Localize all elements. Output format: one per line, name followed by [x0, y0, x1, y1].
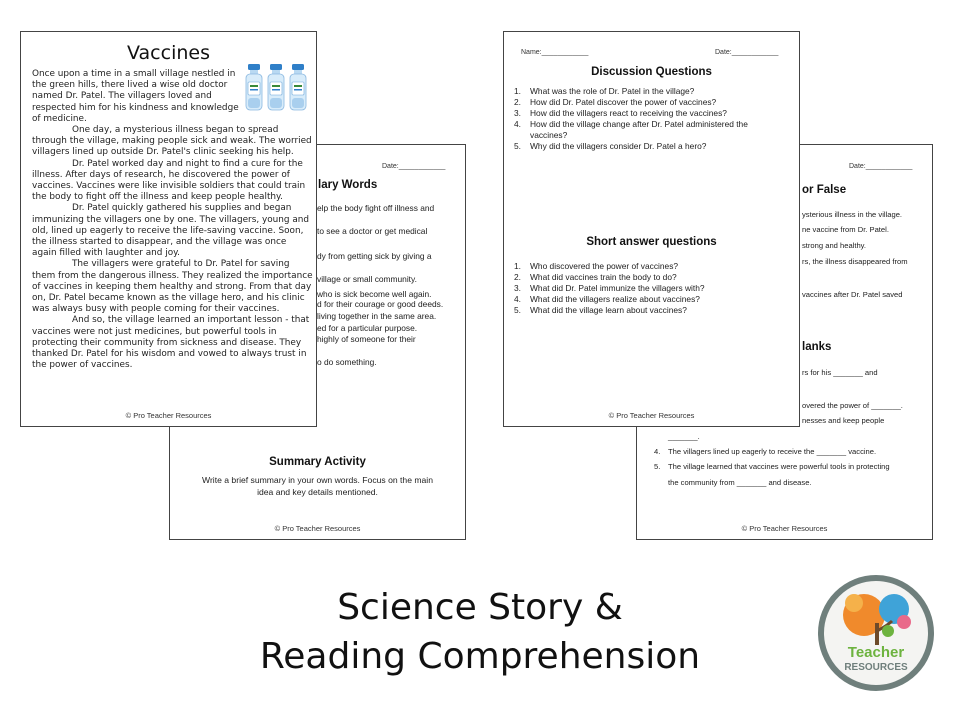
copyright-footer: © Pro Teacher Resources	[274, 524, 361, 533]
copyright-footer: © Pro Teacher Resources	[608, 411, 695, 420]
story-body	[32, 69, 313, 371]
question-text: What did Dr. Patel immunize the villagers with?	[530, 283, 705, 293]
summary-instructions: Write a brief summary in your own words. Focus on the main idea and key details mentioned.	[201, 475, 433, 497]
story-paragraph: The villagers were grateful to Dr. Patel for saving them from the dangerous illness. They realized the importance of vaccines in keeping them healthy and strong. From that day on, Dr. Patel became known as the village hero, and his clinic was always busy with people coming for their vaccines.	[32, 259, 313, 315]
logo-text-teacher: Teacher	[847, 644, 905, 661]
caption-line-1: Science Story &	[337, 587, 623, 628]
list-item: 5. Why did the villagers consider Dr. Patel a hero?	[514, 141, 707, 151]
vocab-line: highly of someone for their	[317, 334, 416, 344]
vocab-line: dy from getting sick by giving a	[317, 251, 432, 261]
short-answer-title: Short answer questions	[586, 236, 717, 248]
blank-statement: overed the power of _______.	[802, 401, 903, 410]
blank-item-text: the community from _______ and disease.	[668, 478, 812, 487]
logo-text-resources: RESOURCES	[844, 662, 908, 673]
story-paragraph: Dr. Patel quickly gathered his supplies and began immunizing the villagers one by one. The villagers, young and old, lined up eagerly to receive the life-saving vaccine. Soon, the illness started to disappear, and the village was once again filled with laughter and joy.	[32, 203, 310, 259]
name-field: Name:____________	[521, 49, 589, 56]
list-item: 1. Who discovered the power of vaccines?	[514, 261, 679, 271]
question-text: What did the village learn about vaccines?	[530, 305, 687, 315]
date-field: Date:____________	[849, 163, 913, 170]
tf-statement: vaccines after Dr. Patel saved	[802, 290, 903, 299]
vocab-line: o do something.	[317, 357, 377, 367]
question-text: How did the village change after Dr. Patel administered the vaccines?	[530, 119, 748, 140]
list-item: 2. What did vaccines train the body to do?	[514, 272, 677, 282]
discussion-title: Discussion Questions	[591, 66, 712, 78]
questions-worksheet	[503, 31, 800, 427]
vocab-line: ed for a particular purpose.	[317, 323, 418, 333]
list-item: 1. What was the role of Dr. Patel in the village?	[514, 86, 695, 96]
date-field: Date:____________	[715, 49, 779, 56]
blank-statement: _______.	[668, 432, 700, 441]
blank-item-number: 5.	[654, 462, 661, 471]
vocab-line: living together in the same area.	[317, 311, 437, 321]
list-item: 2. How did Dr. Patel discover the power of vaccines?	[514, 97, 717, 107]
list-item: 4. What did the villagers realize about vaccines?	[514, 294, 700, 304]
blank-statement: nesses and keep people	[802, 416, 885, 425]
question-text: What was the role of Dr. Patel in the village?	[530, 86, 695, 96]
teacher-resources-logo-icon	[818, 575, 934, 691]
question-text: Why did the villagers consider Dr. Patel a hero?	[530, 141, 707, 151]
copyright-footer: © Pro Teacher Resources	[741, 524, 828, 533]
story-paragraph: Dr. Patel worked day and night to find a cure for the illness. After days of research, he discovered the power of vaccines. Vaccines were like invisible soldiers that could train the body to fight off the illness and keep people healthy.	[32, 158, 306, 203]
tf-statement: ne vaccine from Dr. Patel.	[802, 225, 889, 234]
list-item: 3. How did the villagers react to receiving the vaccines?	[514, 108, 727, 118]
date-field: Date:____________	[382, 163, 446, 170]
tf-statement: strong and healthy.	[802, 241, 867, 250]
caption-line-2: Reading Comprehension	[259, 636, 701, 677]
blank-item-text: The village learned that vaccines were powerful tools in protecting	[668, 462, 890, 471]
vocab-line: to see a doctor or get medical	[317, 226, 428, 236]
blank-item-text: The villagers lined up eagerly to receive the _______ vaccine.	[668, 447, 877, 456]
short-answer-question-list	[514, 261, 784, 316]
summary-title: Summary Activity	[269, 456, 366, 468]
blank-statement: rs for his _______ and	[802, 368, 878, 377]
story-paragraph: Once upon a time in a small village nestled in the green hills, there lived a wise old doctor named Dr. Patel. The villagers loved and respected him for his kindness and knowledge of medicine.	[32, 69, 239, 124]
list-item: 5. What did the village learn about vaccines?	[514, 305, 687, 315]
story-paragraph: And so, the village learned an important lesson - that vaccines were not just medicines, but powerful tools in protecting their community from sickness and disease. They thanked Dr. Patel for his wisdom and vowed to always trust in the power of vaccines.	[32, 315, 310, 371]
question-text: How did the villagers react to receiving the vaccines?	[530, 108, 727, 118]
question-text: What did vaccines train the body to do?	[530, 272, 677, 282]
vocab-line: village or small community.	[317, 274, 417, 284]
vocab-line: d for their courage or good deeds.	[317, 299, 444, 309]
list-item: 4. How did the village change after Dr. Patel administered the vaccines?	[514, 119, 784, 141]
tf-statement: rs, the illness disappeared from	[802, 257, 908, 266]
question-text: Who discovered the power of vaccines?	[530, 261, 679, 271]
copyright-footer: © Pro Teacher Resources	[125, 411, 212, 420]
question-text: How did Dr. Patel discover the power of vaccines?	[530, 97, 717, 107]
question-text: What did the villagers realize about vaccines?	[530, 294, 700, 304]
story-page	[20, 31, 317, 427]
vocab-line: elp the body fight off illness and	[317, 203, 435, 213]
discussion-question-list	[514, 86, 784, 152]
tf-statement: ysterious illness in the village.	[802, 210, 903, 219]
blank-item-number: 4.	[654, 447, 661, 456]
true-false-title: or False	[802, 184, 847, 196]
story-title: Vaccines	[127, 42, 210, 64]
list-item: 3. What did Dr. Patel immunize the villagers with?	[514, 283, 705, 293]
vocab-line: who is sick become well again.	[317, 289, 432, 299]
story-paragraph: One day, a mysterious illness began to spread through the village, making people sick and weak. The worried villagers lined up outside Dr. Patel's clinic seeking his help.	[32, 125, 312, 158]
vocabulary-title: lary Words	[318, 179, 378, 191]
fill-blanks-title: lanks	[802, 341, 832, 353]
